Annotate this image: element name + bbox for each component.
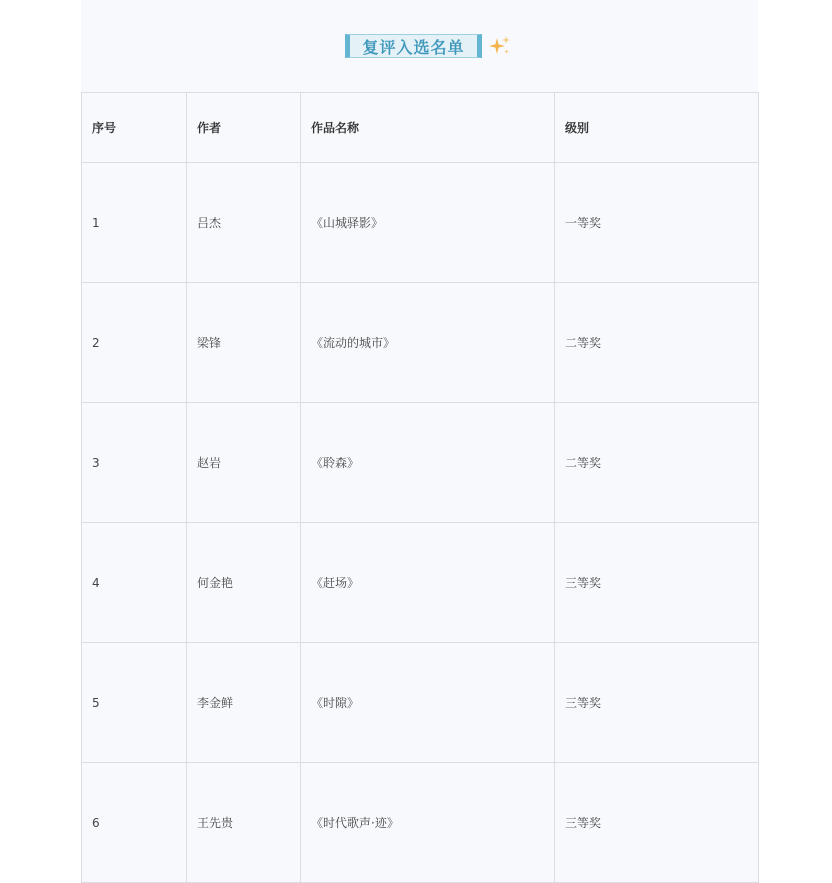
cell-work-title: 《赶场》	[301, 523, 555, 643]
cell-level: 三等奖	[555, 643, 759, 763]
cell-author: 何金艳	[187, 523, 301, 643]
section-title: 复评入选名单	[345, 34, 481, 58]
sparkle-icon	[488, 34, 512, 58]
cell-index: 2	[82, 283, 187, 403]
table-row	[82, 283, 759, 403]
cell-author: 李金鲜	[187, 643, 301, 763]
cell-index: 1	[82, 163, 187, 283]
table-row	[82, 643, 759, 763]
cell-author: 吕杰	[187, 163, 301, 283]
cell-author: 梁锋	[187, 283, 301, 403]
cell-index: 4	[82, 523, 187, 643]
cell-author: 王先贵	[187, 763, 301, 883]
table-row	[82, 523, 759, 643]
cell-level: 三等奖	[555, 763, 759, 883]
cell-work-title: 《时代歌声·迹》	[301, 763, 555, 883]
cell-work-title: 《聆森》	[301, 403, 555, 523]
cell-level: 一等奖	[555, 163, 759, 283]
cell-index: 3	[82, 403, 187, 523]
table-row	[82, 763, 759, 883]
cell-level: 二等奖	[555, 403, 759, 523]
table-row	[82, 403, 759, 523]
cell-author: 赵岩	[187, 403, 301, 523]
content-panel	[81, 0, 758, 883]
winners-table	[81, 92, 759, 883]
table-row	[82, 163, 759, 283]
cell-work-title: 《时隙》	[301, 643, 555, 763]
title-bar	[81, 33, 758, 59]
header-author: 作者	[187, 93, 301, 163]
cell-index: 5	[82, 643, 187, 763]
table-header-row	[82, 93, 759, 163]
cell-work-title: 《山城驿影》	[301, 163, 555, 283]
cell-work-title: 《流动的城市》	[301, 283, 555, 403]
header-work-title: 作品名称	[301, 93, 555, 163]
cell-level: 二等奖	[555, 283, 759, 403]
header-level: 级别	[555, 93, 759, 163]
cell-level: 三等奖	[555, 523, 759, 643]
header-index: 序号	[82, 93, 187, 163]
cell-index: 6	[82, 763, 187, 883]
